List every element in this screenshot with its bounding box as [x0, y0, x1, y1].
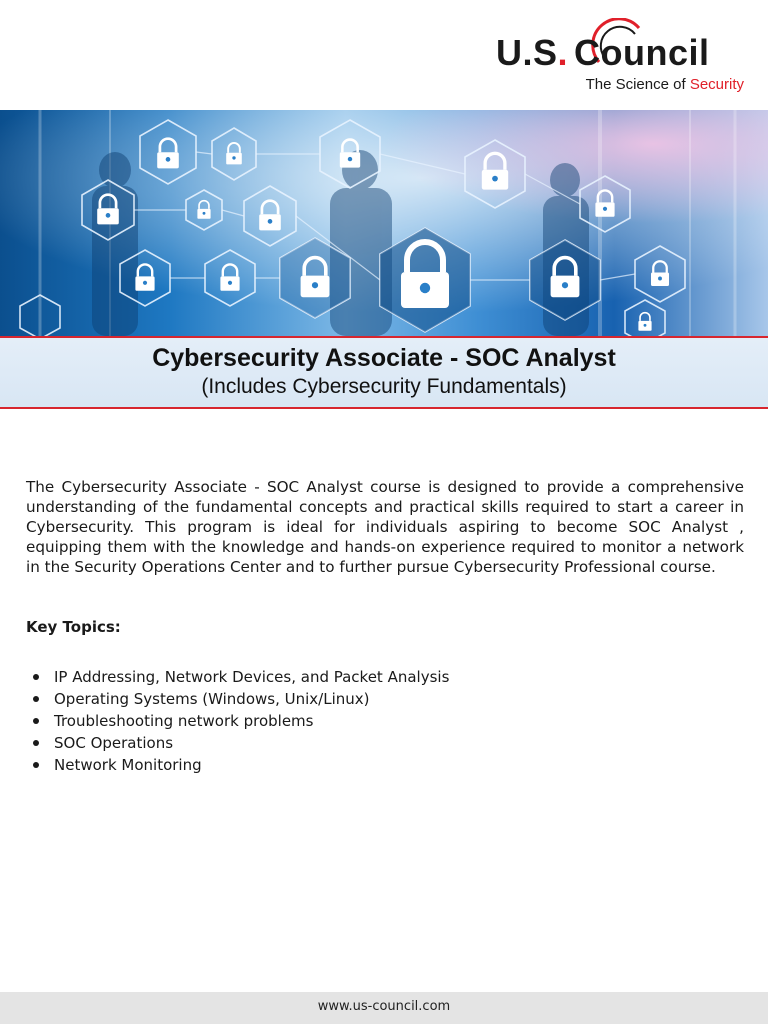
footer-website-link[interactable]: www.us-council.com [317, 999, 451, 1014]
hero-banner [0, 110, 768, 336]
key-topics-list [26, 666, 449, 776]
bullet-icon [33, 718, 39, 724]
course-title: Cybersecurity Associate - SOC Analyst [152, 344, 616, 372]
bullet-icon [33, 762, 39, 768]
course-title-strip [0, 336, 768, 409]
list-item: SOC Operations [26, 732, 449, 754]
list-item: Troubleshooting network problems [26, 710, 449, 732]
bullet-icon [33, 740, 39, 746]
list-item: IP Addressing, Network Devices, and Packet Analysis [26, 666, 449, 688]
list-item: Network Monitoring [26, 754, 449, 776]
course-description: The Cybersecurity Associate - SOC Analyst course is designed to provide a comprehensive understanding of the fundamental concepts and practical skills required to start a career in Cybersecurity. This program is ideal for individuals aspiring to become SOC Analyst , equipping them with the knowledge and hands-on experience required to monitor a network in the Security Operations Center and to further pursue Cybersecurity Professional course. [26, 478, 744, 576]
logo-wordmark: U.S. Council [496, 32, 710, 73]
footer [0, 992, 768, 1024]
logo-tagline: The Science of Security [585, 76, 744, 93]
banner-illustration [0, 110, 768, 336]
key-topics-heading: Key Topics: [26, 618, 121, 636]
course-subtitle: (Includes Cybersecurity Fundamentals) [201, 375, 567, 398]
list-item: Operating Systems (Windows, Unix/Linux) [26, 688, 449, 710]
bullet-icon [33, 696, 39, 702]
us-council-logo [496, 18, 746, 98]
bullet-icon [33, 674, 39, 680]
